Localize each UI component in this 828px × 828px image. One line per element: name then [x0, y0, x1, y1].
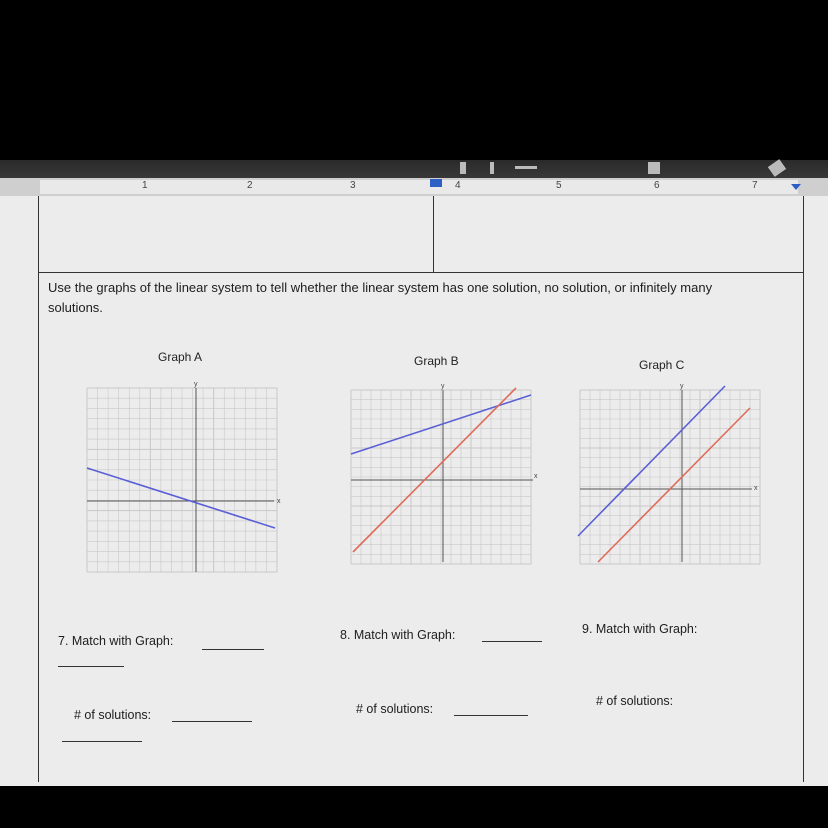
- graph-grid: [87, 388, 277, 572]
- x-axis-label: x: [277, 498, 281, 505]
- graph-grid: [351, 390, 531, 564]
- graph-a: [87, 381, 287, 578]
- table-row-border: [38, 272, 803, 273]
- question-9-solutions: # of solutions:: [596, 694, 674, 708]
- ruler-number: 4: [455, 180, 461, 191]
- document-page: [0, 196, 828, 786]
- indent-marker[interactable]: [430, 179, 442, 187]
- graph-a-title: Graph A: [158, 350, 203, 364]
- ruler-number: 6: [654, 180, 660, 191]
- question-8-solutions: # of solutions:: [356, 702, 434, 716]
- toolbar-icon[interactable]: [648, 162, 660, 174]
- graph-c-title: Graph C: [639, 358, 685, 372]
- ruler-number: 5: [556, 180, 562, 191]
- red-line: [353, 388, 516, 552]
- toolbar-strip: [0, 160, 828, 180]
- ruler-number: 1: [142, 180, 148, 191]
- answer-blank[interactable]: [172, 721, 252, 722]
- graph-grid: [580, 390, 760, 564]
- y-axis-label: y: [441, 383, 445, 390]
- y-axis-label: y: [680, 383, 684, 390]
- table-column-border: [433, 196, 434, 272]
- question-9-match: 9. Match with Graph:: [582, 622, 698, 636]
- y-axis-label: y: [194, 381, 198, 388]
- red-line: [598, 408, 750, 562]
- answer-blank[interactable]: [454, 715, 528, 716]
- pen-icon[interactable]: [768, 159, 786, 177]
- toolbar-icon[interactable]: [490, 162, 494, 174]
- question-7-solutions: # of solutions:: [74, 708, 152, 722]
- toolbar-icon[interactable]: [460, 162, 466, 174]
- photo-border: [0, 786, 828, 828]
- blue-line: [87, 468, 275, 528]
- question-7-match: 7. Match with Graph:: [58, 634, 174, 648]
- x-axis-label: x: [534, 473, 538, 480]
- answer-blank[interactable]: [58, 666, 124, 667]
- graph-b: [351, 383, 541, 570]
- answer-blank[interactable]: [482, 641, 542, 642]
- ruler-number: 3: [350, 180, 356, 191]
- question-8-match: 8. Match with Graph:: [340, 628, 456, 642]
- instructions-text: Use the graphs of the linear system to tell whether the linear system has one solution, no solution, or infinitely many solutions.: [48, 280, 713, 315]
- toolbar-icon[interactable]: [515, 166, 537, 169]
- x-axis-label: x: [754, 485, 758, 492]
- ruler-number: 7: [752, 180, 758, 191]
- answer-blank[interactable]: [202, 649, 264, 650]
- caret-down-icon[interactable]: [791, 184, 801, 190]
- ruler-number: 2: [247, 180, 253, 191]
- graph-c: [580, 383, 770, 570]
- answer-blank[interactable]: [62, 741, 142, 742]
- graph-b-title: Graph B: [414, 354, 459, 368]
- ruler[interactable]: [0, 178, 828, 197]
